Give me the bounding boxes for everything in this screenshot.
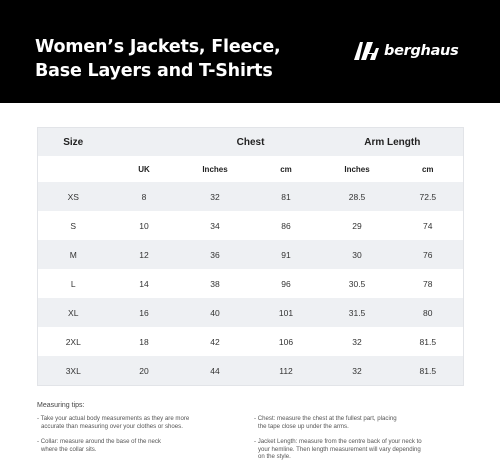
uk-column-header: UK [138, 164, 150, 174]
chest-cm-cell: 81 [281, 191, 291, 202]
table-row [38, 356, 464, 386]
size-group-header: Size [38, 128, 109, 157]
table-row [38, 269, 464, 298]
chest-inches-column-header: Inches [202, 164, 228, 174]
size-cell: XS [67, 191, 79, 202]
tip-line: - Chest: measure the chest at the fullest part, placing [254, 415, 397, 422]
tip-line: - Collar: measure around the base of the neck [37, 438, 161, 445]
arm-inches-cell: 32 [352, 365, 362, 376]
chest-cm-cell: 106 [278, 336, 294, 347]
chest-inches-cell: 42 [210, 336, 220, 347]
arm-inches-cell: 29 [352, 220, 362, 231]
arm-cm-cell: 76 [423, 249, 433, 260]
header-banner [0, 0, 500, 103]
size-cell: XL [68, 307, 79, 318]
tip-line: - Jacket Length: measure from the centre back of your neck to [254, 438, 422, 445]
table-row [38, 182, 464, 211]
size-cell: L [70, 278, 76, 289]
arm-cm-cell: 72.5 [419, 191, 437, 202]
table-row [38, 240, 464, 269]
tip-line: - Take your actual body measurements as they are more [37, 415, 190, 422]
arm-inches-cell: 30.5 [348, 278, 366, 289]
size-cell: 3XL [65, 365, 81, 376]
size-chart-table [37, 127, 464, 386]
brand-name: berghaus [384, 43, 459, 59]
tip-collar [37, 438, 242, 453]
tip-line: where the collar sits. [41, 445, 97, 453]
page-title-line-2: Base Layers and T-Shirts [35, 61, 273, 81]
table-subheader-row [38, 156, 464, 182]
size-cell: S [70, 220, 77, 231]
uk-cell: 12 [139, 249, 149, 260]
measuring-tips-title: Measuring tips: [37, 402, 85, 409]
arm-inches-cell: 28.5 [348, 191, 366, 202]
chest-cm-cell: 101 [278, 307, 294, 318]
chest-cm-cell: 96 [281, 278, 291, 289]
chest-cm-column-header: cm [280, 164, 292, 174]
arm-inches-cell: 30 [352, 249, 362, 260]
page-title [35, 35, 280, 83]
chest-inches-cell: 44 [210, 365, 220, 376]
chest-cm-cell: 86 [281, 220, 291, 231]
chest-inches-cell: 40 [210, 307, 220, 318]
arm-inches-cell: 32 [352, 336, 362, 347]
chest-inches-cell: 34 [210, 220, 220, 231]
arm-cm-column-header: cm [421, 164, 434, 174]
chest-cm-cell: 112 [279, 365, 293, 376]
uk-cell: 18 [139, 336, 149, 347]
uk-cell: 20 [139, 365, 149, 376]
tip-line: your hemline. Then length measurement will vary depending [258, 445, 421, 453]
arm-cm-cell: 81.5 [419, 336, 437, 347]
chest-group-header: Chest [180, 128, 322, 157]
table-row [38, 298, 464, 327]
table-row [38, 211, 464, 240]
brand-logo [353, 39, 458, 63]
chest-inches-cell: 36 [210, 249, 220, 260]
tip-body-measurements [37, 415, 242, 430]
tip-line: on the style. [258, 453, 291, 461]
chest-cm-cell: 91 [281, 249, 291, 260]
tip-chest [254, 415, 484, 430]
uk-cell: 8 [141, 191, 147, 202]
uk-cell: 10 [139, 220, 149, 231]
table-row [38, 327, 464, 356]
uk-cell: 16 [139, 307, 149, 318]
tip-line: the tape close up under the arms. [258, 422, 349, 430]
arm-length-group-header: Arm Length [322, 128, 464, 157]
size-cell: 2XL [65, 336, 81, 347]
chest-inches-cell: 32 [210, 191, 220, 202]
page-title-line-1: Women’s Jackets, Fleece, [35, 37, 281, 57]
arm-cm-cell: 74 [423, 220, 433, 231]
tip-jacket-length [254, 438, 484, 461]
chest-inches-cell: 38 [210, 278, 220, 289]
arm-cm-cell: 78 [423, 278, 433, 289]
arm-inches-cell: 31.5 [348, 307, 366, 318]
tip-line: accurate than measuring over your clothes or shoes. [41, 422, 183, 430]
size-cell: M [69, 249, 77, 260]
table-group-header-row [38, 128, 464, 157]
arm-cm-cell: 81.5 [419, 365, 437, 376]
arm-cm-cell: 80 [423, 307, 433, 318]
uk-cell: 14 [139, 278, 149, 289]
arm-inches-column-header: Inches [344, 164, 370, 174]
berghaus-mountain-logo-icon [353, 41, 381, 61]
